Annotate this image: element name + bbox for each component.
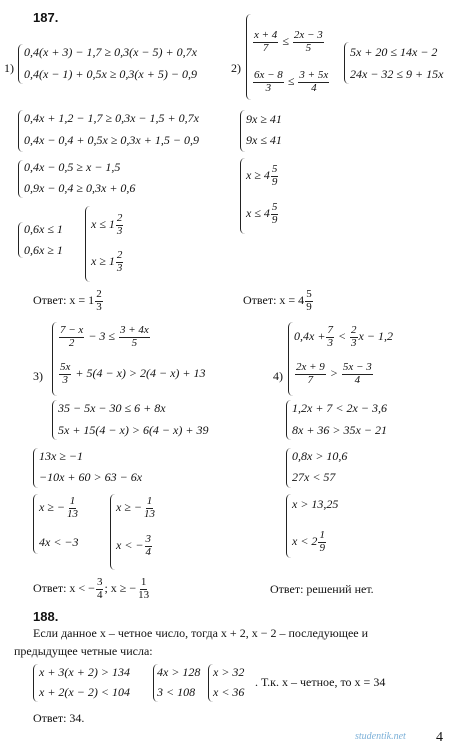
equation-line: 0,4(x + 3) − 1,7 ≥ 0,3(x − 5) + 0,7x xyxy=(24,45,197,59)
equation-line: 0,4x + $\frac{7}{3}$ < $\frac{2}{3}$ x − 1,2 xyxy=(294,324,393,349)
system-brace xyxy=(33,664,38,702)
system-brace xyxy=(286,494,291,558)
system-brace xyxy=(18,222,23,258)
answer: Ответ: 34. xyxy=(33,711,85,725)
equation-line: 0,6x ≥ 1 xyxy=(24,243,63,257)
system-brace xyxy=(240,110,245,152)
watermark: studentik.net xyxy=(355,731,406,742)
equation-line: $\frac{5x}{3}$ + 5(4 − x) > 2(4 − x) + 13 xyxy=(60,361,206,386)
equation-line: x ≥ 4 $\frac{5}{9}$ xyxy=(246,163,278,188)
equation-line: 35 − 5x − 30 ≤ 6 + 8x xyxy=(58,401,166,415)
equation-line: 9x ≥ 41 xyxy=(246,112,282,126)
system-brace xyxy=(52,322,57,396)
equation-line: 4x < −3 xyxy=(39,535,79,549)
equation-line: x < 36 xyxy=(213,685,245,699)
system-brace xyxy=(18,44,23,84)
part-label: 3) xyxy=(33,369,43,383)
equation-line: x ≤ 1 $\frac{2}{3}$ xyxy=(91,212,123,237)
equation-line: 0,9x − 0,4 ≥ 0,3x + 0,6 xyxy=(24,181,136,195)
equation-line: 0,4(x − 1) + 0,5x ≥ 0,3(x + 5) − 0,9 xyxy=(24,67,197,81)
equation-line: $\frac{7 - x}{2}$ − 3 ≤ $\frac{3 + 4x}{5}$ xyxy=(60,324,149,349)
paragraph: Если данное x – четное число, тогда x + 2, x − 2 – последующее и xyxy=(33,626,369,640)
equation-line: 24x − 32 ≤ 9 + 15x xyxy=(350,67,444,81)
part-label: 1) xyxy=(4,61,14,75)
system-brace xyxy=(52,400,57,440)
system-brace xyxy=(240,158,245,234)
answer: Ответ: x = 4 $\frac{5}{9}$ xyxy=(243,288,312,313)
system-brace xyxy=(288,322,293,396)
system-brace xyxy=(18,160,23,198)
equation-line: 0,8x > 10,6 xyxy=(292,449,348,463)
equation-line: −10x + 60 > 63 − 6x xyxy=(39,470,143,484)
equation-line: 1,2x + 7 < 2x − 3,6 xyxy=(292,401,387,415)
system-brace xyxy=(18,110,23,152)
equation-line: x ≥ 1 $\frac{2}{3}$ xyxy=(91,249,123,274)
system-brace xyxy=(246,14,251,100)
equation-line: 0,4x − 0,5 ≥ x − 1,5 xyxy=(24,160,121,174)
equation-line: $\frac{x + 4}{7}$ ≤ $\frac{2x - 3}{5}$ xyxy=(254,29,323,54)
answer: Ответ: x = 1 $\frac{2}{3}$ xyxy=(33,288,102,313)
equation-line: 5x + 20 ≤ 14x − 2 xyxy=(350,45,438,59)
equation-line: x < 2 $\frac{1}{9}$ xyxy=(292,529,325,554)
page-number: 4 xyxy=(436,730,443,745)
conclusion: . Т.к. x – четное, то x = 34 xyxy=(255,675,386,689)
system-brace xyxy=(110,494,115,570)
system-brace xyxy=(344,42,349,84)
system-brace xyxy=(286,400,291,440)
system-brace xyxy=(286,448,291,488)
system-brace xyxy=(85,206,90,282)
equation-line: x ≥ − $\frac{1}{13}$ xyxy=(116,495,156,520)
equation-line: 0,4x + 1,2 − 1,7 ≥ 0,3x − 1,5 + 0,7x xyxy=(24,111,199,125)
equation-line: $\frac{6x - 8}{3}$ ≤ $\frac{3 + 5x}{4}$ xyxy=(254,69,329,94)
equation-line: 0,6x ≤ 1 xyxy=(24,222,63,236)
equation-line: 3 < 108 xyxy=(157,685,196,699)
equation-line: $\frac{2x + 9}{7}$ > $\frac{5x - 3}{4}$ xyxy=(296,361,372,386)
equation-line: 8x + 36 > 35x − 21 xyxy=(292,423,387,437)
equation-line: x + 3(x + 2) > 134 xyxy=(39,665,130,679)
equation-line: 13x ≥ −1 xyxy=(39,449,84,463)
paragraph: предыдущее четные числа: xyxy=(14,644,153,658)
problem-number: 188. xyxy=(33,609,59,624)
system-brace xyxy=(33,494,38,554)
equation-line: x > 13,25 xyxy=(292,497,339,511)
equation-line: x > 32 xyxy=(213,665,245,679)
equation-line: 5x + 15(4 − x) > 6(4 − x) + 39 xyxy=(58,423,209,437)
part-label: 4) xyxy=(273,369,283,383)
part-label: 2) xyxy=(231,61,241,75)
equation-line: x < − $\frac{3}{4}$ xyxy=(116,533,152,558)
equation-line: 27x < 57 xyxy=(292,470,336,484)
answer: Ответ: решений нет. xyxy=(270,582,374,596)
equation-line: 0,4x − 0,4 + 0,5x ≥ 0,3x + 1,5 − 0,9 xyxy=(24,133,199,147)
equation-line: x ≤ 4 $\frac{5}{9}$ xyxy=(246,201,278,226)
equation-line: 9x ≤ 41 xyxy=(246,133,282,147)
equation-line: 4x > 128 xyxy=(157,665,201,679)
system-brace xyxy=(33,448,38,488)
answer: Ответ: x < − $\frac{3}{4}$ ; x ≥ − $\frac{1}{13}$ xyxy=(33,576,150,601)
equation-line: x ≥ − $\frac{1}{13}$ xyxy=(39,495,79,520)
problem-number: 187. xyxy=(33,10,59,25)
equation-line: x + 2(x − 2) < 104 xyxy=(39,685,130,699)
